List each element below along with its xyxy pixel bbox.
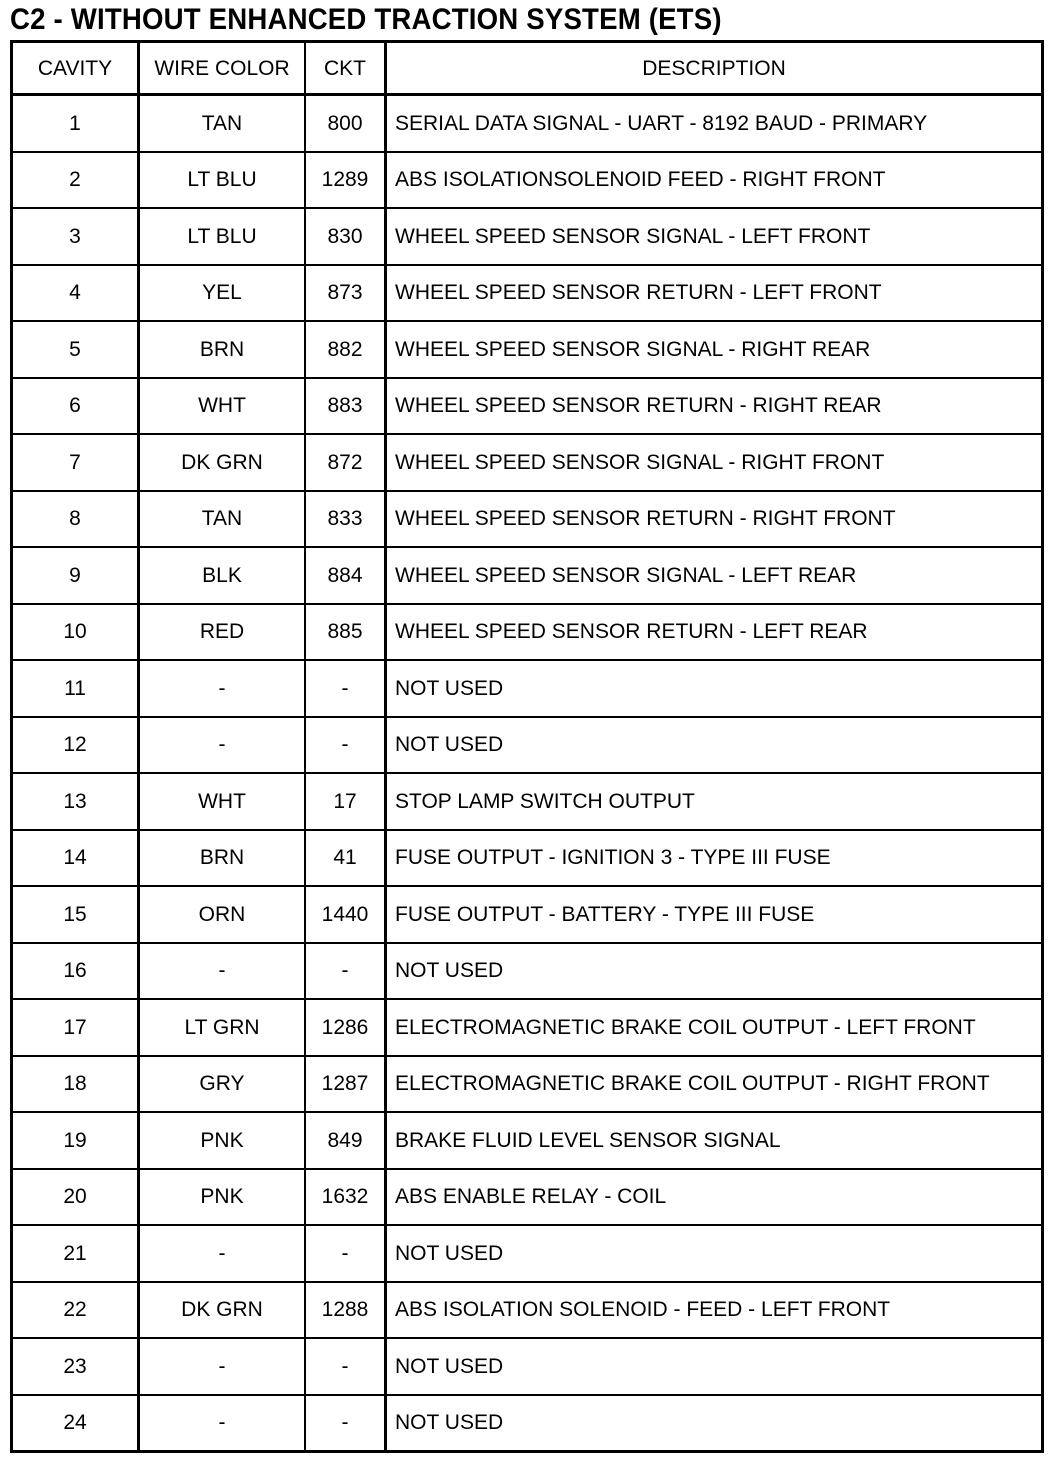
description-cell: WHEEL SPEED SENSOR RETURN - RIGHT FRONT [386,491,1043,548]
description-cell: STOP LAMP SWITCH OUTPUT [386,773,1043,830]
ckt-cell: - [305,717,386,774]
ckt-cell: 830 [305,208,386,265]
table-row [12,378,1043,435]
table-row [12,604,1043,661]
description-cell: BRAKE FLUID LEVEL SENSOR SIGNAL [386,1112,1043,1169]
cavity-cell: 4 [12,265,139,322]
wire-color-cell: PNK [139,1112,306,1169]
description-cell: ELECTROMAGNETIC BRAKE COIL OUTPUT - LEFT FRONT [386,999,1043,1056]
connector-pinout-table [10,40,1044,1453]
wire-color-cell: ORN [139,886,306,943]
ckt-cell: 41 [305,830,386,887]
ckt-cell: - [305,1225,386,1282]
wire-color-cell: - [139,1225,306,1282]
wire-color-cell: BRN [139,321,306,378]
cavity-cell: 5 [12,321,139,378]
table-row [12,943,1043,1000]
description-cell: NOT USED [386,1395,1043,1452]
wire-color-cell: BLK [139,547,306,604]
cavity-cell: 6 [12,378,139,435]
wire-color-cell: TAN [139,95,306,152]
table-row [12,1282,1043,1339]
table-row [12,773,1043,830]
table-row [12,152,1043,209]
table-row [12,1112,1043,1169]
table-row [12,208,1043,265]
wire-color-cell: - [139,943,306,1000]
ckt-cell: - [305,943,386,1000]
cavity-cell: 8 [12,491,139,548]
ckt-cell: - [305,660,386,717]
table-row [12,1169,1043,1226]
wire-color-cell: LT BLU [139,152,306,209]
ckt-cell: 884 [305,547,386,604]
cavity-cell: 7 [12,434,139,491]
description-cell: ABS ISOLATIONSOLENOID FEED - RIGHT FRONT [386,152,1043,209]
cavity-cell: 24 [12,1395,139,1452]
cavity-cell: 16 [12,943,139,1000]
wire-color-cell: DK GRN [139,1282,306,1339]
description-cell: FUSE OUTPUT - BATTERY - TYPE III FUSE [386,886,1043,943]
table-row [12,717,1043,774]
cavity-cell: 3 [12,208,139,265]
ckt-cell: 1286 [305,999,386,1056]
description-cell: FUSE OUTPUT - IGNITION 3 - TYPE III FUSE [386,830,1043,887]
cavity-cell: 22 [12,1282,139,1339]
cavity-cell: 12 [12,717,139,774]
wire-color-cell: BRN [139,830,306,887]
description-cell: NOT USED [386,717,1043,774]
description-cell: NOT USED [386,660,1043,717]
table-row [12,547,1043,604]
table-row [12,830,1043,887]
ckt-cell: 885 [305,604,386,661]
table-row [12,321,1043,378]
header-wire-color: WIRE COLOR [139,42,306,95]
description-cell: ABS ISOLATION SOLENOID - FEED - LEFT FRONT [386,1282,1043,1339]
table-row [12,1056,1043,1113]
ckt-cell: 849 [305,1112,386,1169]
page-title: C2 - WITHOUT ENHANCED TRACTION SYSTEM (ETS) [10,3,722,36]
cavity-cell: 2 [12,152,139,209]
table-row [12,999,1043,1056]
ckt-cell: 883 [305,378,386,435]
cavity-cell: 23 [12,1338,139,1395]
description-cell: NOT USED [386,1225,1043,1282]
wire-color-cell: LT BLU [139,208,306,265]
wire-color-cell: - [139,660,306,717]
description-cell: WHEEL SPEED SENSOR RETURN - LEFT FRONT [386,265,1043,322]
ckt-cell: 833 [305,491,386,548]
table-row [12,491,1043,548]
table-row [12,95,1043,152]
ckt-cell: 1288 [305,1282,386,1339]
description-cell: SERIAL DATA SIGNAL - UART - 8192 BAUD - PRIMARY [386,95,1043,152]
cavity-cell: 13 [12,773,139,830]
header-row [12,42,1043,95]
wire-color-cell: GRY [139,1056,306,1113]
cavity-cell: 20 [12,1169,139,1226]
wire-color-cell: RED [139,604,306,661]
cavity-cell: 11 [12,660,139,717]
wire-color-cell: LT GRN [139,999,306,1056]
table-row [12,1225,1043,1282]
cavity-cell: 17 [12,999,139,1056]
ckt-cell: 872 [305,434,386,491]
header-ckt: CKT [305,42,386,95]
table-row [12,265,1043,322]
cavity-cell: 21 [12,1225,139,1282]
cavity-cell: 14 [12,830,139,887]
table-header [12,42,1043,95]
description-cell: ELECTROMAGNETIC BRAKE COIL OUTPUT - RIGHT FRONT [386,1056,1043,1113]
cavity-cell: 15 [12,886,139,943]
table-row [12,660,1043,717]
cavity-cell: 1 [12,95,139,152]
wire-color-cell: WHT [139,378,306,435]
description-cell: WHEEL SPEED SENSOR SIGNAL - LEFT FRONT [386,208,1043,265]
description-cell: NOT USED [386,943,1043,1000]
table-row [12,1338,1043,1395]
description-cell: ABS ENABLE RELAY - COIL [386,1169,1043,1226]
cavity-cell: 19 [12,1112,139,1169]
ckt-cell: 17 [305,773,386,830]
wire-color-cell: WHT [139,773,306,830]
ckt-cell: - [305,1338,386,1395]
description-cell: WHEEL SPEED SENSOR SIGNAL - RIGHT REAR [386,321,1043,378]
ckt-cell: 1440 [305,886,386,943]
cavity-cell: 18 [12,1056,139,1113]
wire-color-cell: PNK [139,1169,306,1226]
wire-color-cell: YEL [139,265,306,322]
ckt-cell: 873 [305,265,386,322]
cavity-cell: 9 [12,547,139,604]
header-cavity: CAVITY [12,42,139,95]
table-row [12,1395,1043,1452]
ckt-cell: 800 [305,95,386,152]
cavity-cell: 10 [12,604,139,661]
wire-color-cell: - [139,1395,306,1452]
ckt-cell: 1289 [305,152,386,209]
table-body [12,95,1043,1452]
ckt-cell: 1287 [305,1056,386,1113]
ckt-cell: 1632 [305,1169,386,1226]
description-cell: WHEEL SPEED SENSOR RETURN - LEFT REAR [386,604,1043,661]
wire-color-cell: - [139,1338,306,1395]
header-description: DESCRIPTION [386,42,1043,95]
description-cell: WHEEL SPEED SENSOR SIGNAL - RIGHT FRONT [386,434,1043,491]
description-cell: NOT USED [386,1338,1043,1395]
ckt-cell: 882 [305,321,386,378]
table-row [12,434,1043,491]
description-cell: WHEEL SPEED SENSOR SIGNAL - LEFT REAR [386,547,1043,604]
wire-color-cell: - [139,717,306,774]
description-cell: WHEEL SPEED SENSOR RETURN - RIGHT REAR [386,378,1043,435]
wire-color-cell: DK GRN [139,434,306,491]
wire-color-cell: TAN [139,491,306,548]
ckt-cell: - [305,1395,386,1452]
table-row [12,886,1043,943]
